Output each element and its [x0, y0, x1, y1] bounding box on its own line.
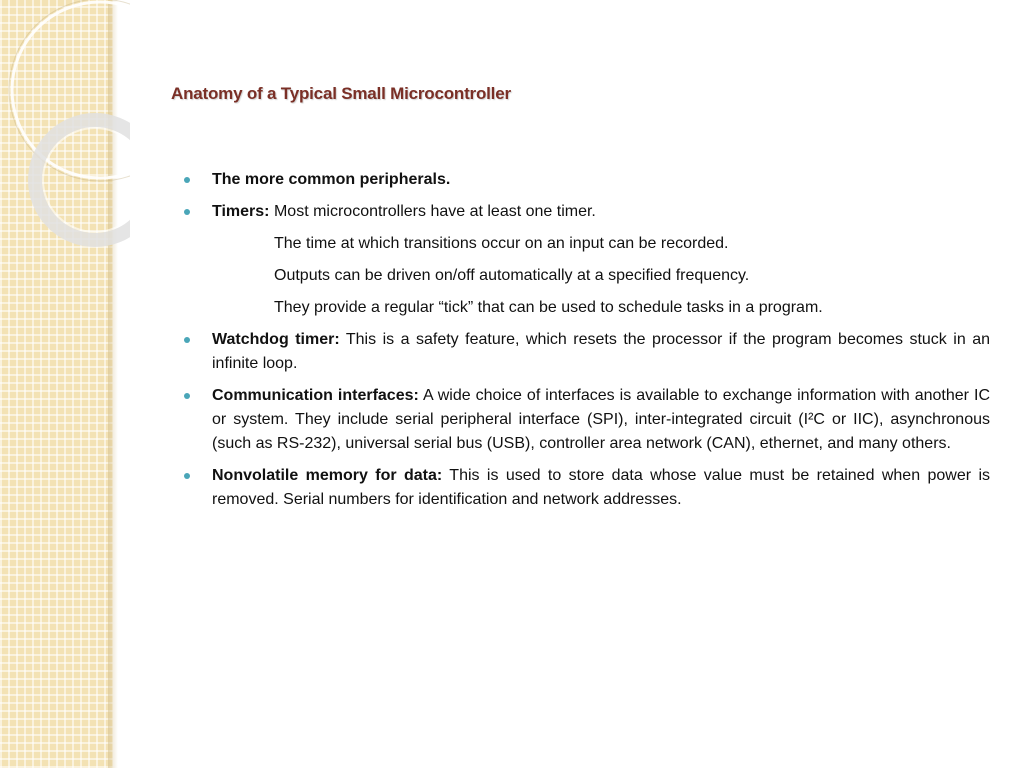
- timer-detail: Outputs can be driven on/off automatically at a specified frequency.: [274, 267, 750, 284]
- bullet-dot-icon: [184, 393, 190, 399]
- slide-title: Anatomy of a Typical Small Microcontroller: [171, 84, 511, 103]
- bullet-text: A wide choice of interfaces is available to exchange information with another IC or system. They include serial peripheral interface (SPI), inter-integrated circuit (I²C or IIC), asynchronous (such as RS-232), universal serial bus (USB), controller area network (CAN), ethernet, and many others.: [212, 387, 991, 452]
- bullet-heading: Communication interfaces:: [212, 387, 419, 404]
- bullet-dot-icon: [184, 177, 190, 183]
- bullet-heading: Nonvolatile memory for data:: [212, 467, 443, 484]
- bullet-item-nonvolatile: [184, 464, 990, 512]
- bullet-dot-icon: [184, 209, 190, 215]
- bullet-item-timers: [184, 200, 990, 224]
- timer-detail: They provide a regular “tick” that can be used to schedule tasks in a program.: [274, 299, 823, 316]
- bullet-text: This is used to store data whose value must be retained when power is removed. Serial numbers for identification and network addresses.: [212, 467, 991, 508]
- bullet-dot-icon: [184, 337, 190, 343]
- decorative-rings: [0, 0, 130, 260]
- bullet-item-peripherals: [184, 168, 990, 192]
- bullet-dot-icon: [184, 473, 190, 479]
- bullet-text: This is a safety feature, which resets the processor if the program becomes stuck in an infinite loop.: [212, 331, 991, 372]
- bullet-item-watchdog: [184, 328, 990, 376]
- decorative-ring-large-shadow: [9, 0, 130, 181]
- timer-detail: The time at which transitions occur on an input can be recorded.: [274, 235, 729, 252]
- bullet-heading: Watchdog timer:: [212, 331, 340, 348]
- bullet-text: Most microcontrollers have at least one timer.: [269, 203, 596, 220]
- bullet-heading: Timers:: [212, 203, 270, 220]
- bullet-heading: The more common peripherals.: [212, 171, 451, 188]
- decorative-ring-large: [12, 2, 130, 178]
- bullet-item-communication: [184, 384, 990, 456]
- slide-content: [184, 168, 990, 520]
